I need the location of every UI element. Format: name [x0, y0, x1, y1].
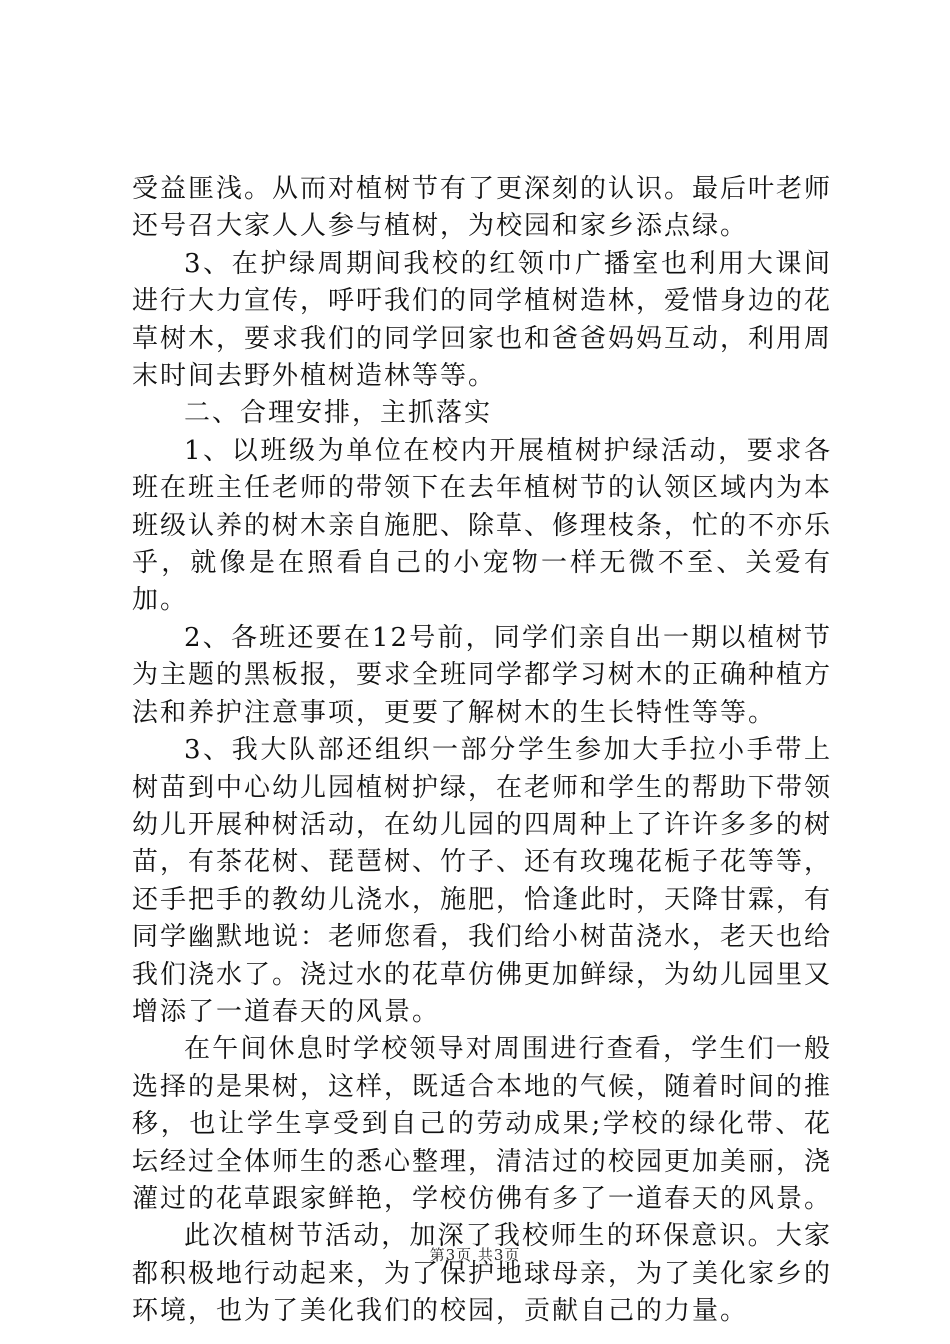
- paragraph-continuation: 受益匪浅。从而对植树节有了更深刻的认识。最后叶老师还号召大家人人参与植树，为校园和家乡添点绿。: [132, 174, 833, 242]
- paragraph-conclusion: 此次植树节活动，加深了我校师生的环保意识。大家都积极地行动起来，为了保护地球母亲，为了美化家乡的环境，也为了美化我们的校园，贡献自己的力量。: [132, 1221, 833, 1327]
- paragraph-inspection: 在午间休息时学校领导对周围进行查看，学生们一般选择的是果树，这样，既适合本地的气候，随着时间的推移，也让学生享受到自己的劳动成果;学校的绿化带、花坛经过全体师生的悉心整理，清洁过的校园更加美丽，浇灌过的花草跟家鲜艳，学校仿佛有多了一道春天的风景。: [132, 1034, 833, 1214]
- paragraph-kindergarten: 3、我大队部还组织一部分学生参加大手拉小手带上树苗到中心幼儿园植树护绿，在老师和学生的帮助下带领幼儿开展种树活动，在幼儿园的四周种上了许许多多的树苗，有茶花树、琵琶树、竹子、还有玫瑰花栀子花等等，还手把手的教幼儿浇水，施肥，恰逢此时，天降甘霖，有同学幽默地说：老师您看，我们给小树苗浇水，老天也给我们浇水了。浇过水的花草仿佛更加鲜绿，为幼儿园里又增添了一道春天的风景。: [132, 735, 833, 1027]
- paragraph-blackboard: 2、各班还要在12号前，同学们亲自出一期以植树节为主题的黑板报，要求全班同学都学习树木的正确种植方法和养护注意事项，更要了解树木的生长特性等等。: [132, 622, 833, 728]
- document-body: [132, 171, 832, 1331]
- page-number-footer: 第3页 共3页: [429, 1246, 521, 1264]
- paragraph-broadcast-item: 3、在护绿周期间我校的红领巾广播室也利用大课间进行大力宣传，呼吁我们的同学植树造林，爱惜身边的花草树木，要求我们的同学回家也和爸爸妈妈互动，利用周末时间去野外植树造林等等。: [132, 248, 833, 392]
- section-heading: 二、合理安排，主抓落实: [184, 398, 493, 429]
- paragraph-class-activity: 1、以班级为单位在校内开展植树护绿活动，要求各班在班主任老师的带领下在去年植树节的认领区域内为本班级认养的树木亲自施肥、除草、修理枝条，忙的不亦乐乎，就像是在照看自己的小宠物一样无微不至、关爱有加。: [132, 435, 833, 616]
